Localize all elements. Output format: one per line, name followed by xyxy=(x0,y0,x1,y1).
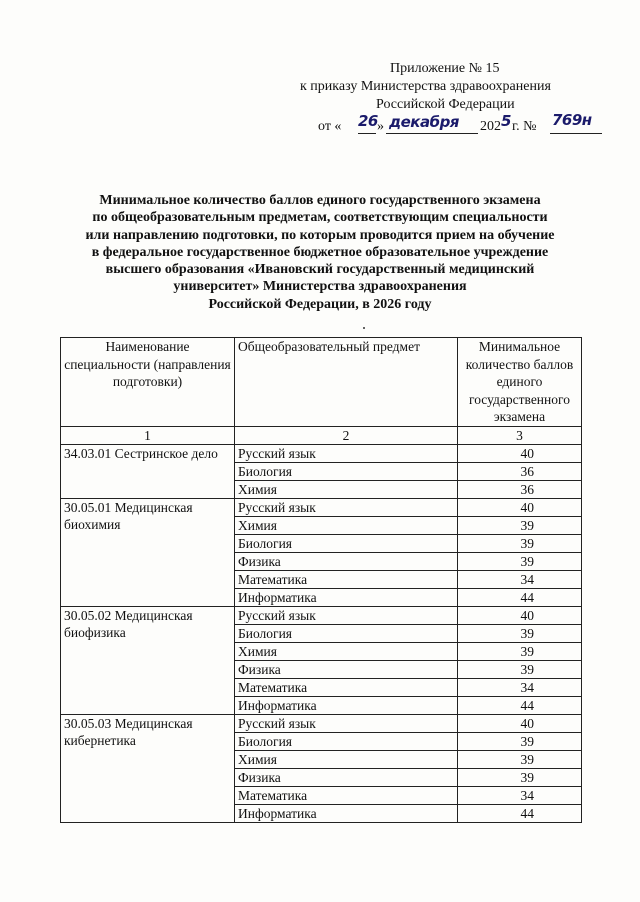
score-cell: 39 xyxy=(458,516,582,534)
subject-cell: Химия xyxy=(235,480,458,498)
handwritten-day: 26 xyxy=(358,112,378,130)
subject-cell: Русский язык xyxy=(235,606,458,624)
title-line: университет» Министерства здравоохранения xyxy=(173,279,467,295)
scores-table xyxy=(60,337,582,823)
table-row xyxy=(61,444,582,462)
subject-cell: Биология xyxy=(235,732,458,750)
score-cell: 36 xyxy=(458,480,582,498)
score-cell: 36 xyxy=(458,462,582,480)
ministry-country: Российской Федерации xyxy=(376,97,515,112)
header-specialty: Наименование специальности (направления подготовки) xyxy=(61,338,235,427)
header-row xyxy=(61,338,582,427)
title-line: в федеральное государственное бюджетное образовательное учреждение xyxy=(91,244,549,260)
subject-cell: Физика xyxy=(235,768,458,786)
scan-speck xyxy=(363,327,365,329)
specialty-cell: 30.05.02 Медицинская биофизика xyxy=(61,606,235,714)
handwritten-number: 769н xyxy=(552,111,592,129)
column-number: 2 xyxy=(235,426,458,444)
specialty-cell: 30.05.01 Медицинская биохимия xyxy=(61,498,235,606)
subject-cell: Химия xyxy=(235,750,458,768)
score-cell: 44 xyxy=(458,588,582,606)
subject-cell: Математика xyxy=(235,678,458,696)
score-cell: 44 xyxy=(458,696,582,714)
subject-cell: Биология xyxy=(235,462,458,480)
annex-header xyxy=(300,60,605,136)
header-min-score: Минимальное количество баллов единого государственного экзамена xyxy=(458,338,582,427)
subject-cell: Русский язык xyxy=(235,444,458,462)
month-underline xyxy=(386,133,478,134)
specialty-cell: 34.03.01 Сестринское дело xyxy=(61,444,235,498)
number-underline xyxy=(550,133,602,134)
column-number-row xyxy=(61,426,582,444)
year-prefix: 202 xyxy=(480,119,501,134)
column-number: 1 xyxy=(61,426,235,444)
annex-number: Приложение № 15 xyxy=(390,61,500,76)
score-cell: 39 xyxy=(458,552,582,570)
subject-cell: Информатика xyxy=(235,588,458,606)
subject-cell: Биология xyxy=(235,534,458,552)
header-subject: Общеобразовательный предмет xyxy=(235,338,458,427)
subject-cell: Информатика xyxy=(235,696,458,714)
score-cell: 39 xyxy=(458,624,582,642)
handwritten-month: декабря xyxy=(389,113,459,131)
score-cell: 39 xyxy=(458,768,582,786)
year-suffix: г. № xyxy=(512,119,537,134)
subject-cell: Физика xyxy=(235,552,458,570)
subject-cell: Информатика xyxy=(235,804,458,822)
score-cell: 34 xyxy=(458,570,582,588)
order-reference: к приказу Министерства здравоохранения xyxy=(300,79,551,94)
table-row xyxy=(61,606,582,624)
score-cell: 34 xyxy=(458,786,582,804)
score-cell: 34 xyxy=(458,678,582,696)
score-cell: 40 xyxy=(458,606,582,624)
score-cell: 40 xyxy=(458,498,582,516)
score-cell: 39 xyxy=(458,642,582,660)
from-label: от « xyxy=(318,119,342,134)
document-title xyxy=(60,192,580,313)
subject-cell: Математика xyxy=(235,570,458,588)
score-cell: 39 xyxy=(458,660,582,678)
title-line: по общеобразовательным предметам, соответствующим специальности xyxy=(92,210,548,226)
score-cell: 39 xyxy=(458,750,582,768)
title-line: Российской Федерации, в 2026 году xyxy=(208,296,432,312)
title-line: или направлению подготовки, по которым проводится прием на обучение xyxy=(85,227,555,243)
table-row xyxy=(61,498,582,516)
column-number: 3 xyxy=(458,426,582,444)
score-cell: 39 xyxy=(458,732,582,750)
subject-cell: Математика xyxy=(235,786,458,804)
score-cell: 44 xyxy=(458,804,582,822)
handwritten-year-digit: 5 xyxy=(501,112,511,130)
subject-cell: Биология xyxy=(235,624,458,642)
subject-cell: Русский язык xyxy=(235,498,458,516)
subject-cell: Химия xyxy=(235,516,458,534)
order-date-number xyxy=(300,111,605,136)
quote-close: » xyxy=(377,119,384,134)
subject-cell: Физика xyxy=(235,660,458,678)
subject-cell: Химия xyxy=(235,642,458,660)
score-cell: 39 xyxy=(458,534,582,552)
specialty-cell: 30.05.03 Медицинская кибернетика xyxy=(61,714,235,822)
score-cell: 40 xyxy=(458,714,582,732)
table-row xyxy=(61,714,582,732)
subject-cell: Русский язык xyxy=(235,714,458,732)
title-line: высшего образования «Ивановский государственный медицинский xyxy=(105,262,535,278)
title-line: Минимальное количество баллов единого государственного экзамена xyxy=(99,193,541,208)
score-cell: 40 xyxy=(458,444,582,462)
day-underline xyxy=(358,133,376,134)
